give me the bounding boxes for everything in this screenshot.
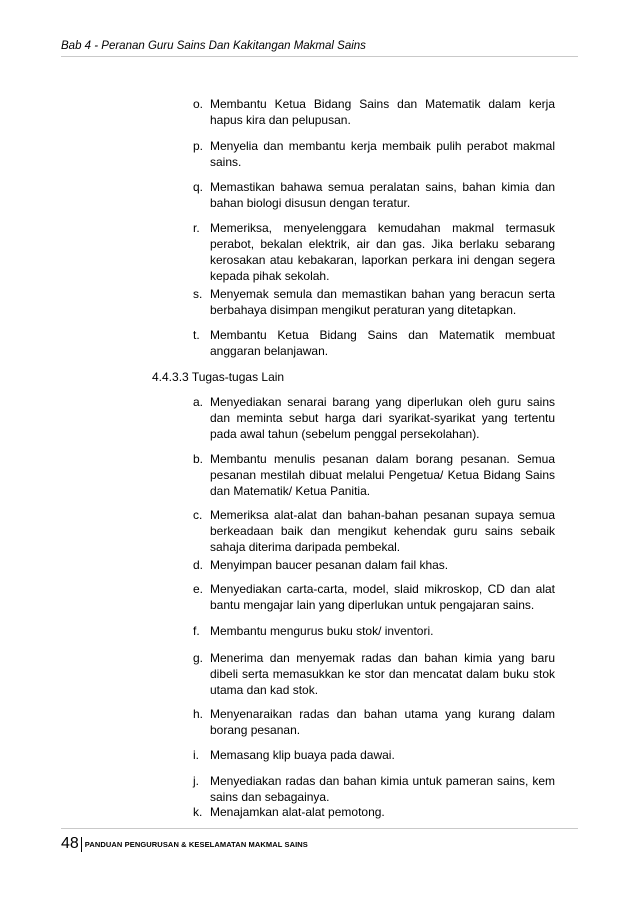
list-item-label: i. — [193, 748, 199, 762]
list-item — [193, 451, 555, 499]
list-item-label: h. — [193, 707, 204, 721]
list-item-label: r. — [193, 221, 200, 235]
list-item-label: b. — [193, 452, 204, 466]
list-item-label: p. — [193, 139, 204, 153]
list-item — [193, 220, 555, 284]
list-item-text: Menyimpan baucer pesanan dalam fail khas. — [210, 558, 449, 572]
list-item — [193, 706, 555, 738]
list-item-label: o. — [193, 97, 204, 111]
list-item — [193, 96, 555, 128]
list-item-label: q. — [193, 180, 204, 194]
list-item-text: Membantu menulis pesanan dalam borang pesanan. Semua pesanan mestilah dibuat melalui Pengetua/ Ketua Bidang Sains dan Matematik/ Ketua Panitia. — [210, 452, 555, 498]
list-item-label: k. — [193, 805, 203, 819]
page-footer — [61, 833, 308, 855]
list-item-label: s. — [193, 287, 203, 301]
list-item — [193, 507, 555, 555]
list-item-text: Membantu Ketua Bidang Sains dan Matematik membuat anggaran belanjawan. — [210, 328, 555, 358]
list-item-label: f. — [193, 624, 200, 638]
list-item — [193, 179, 555, 211]
list-item-text: Membantu Ketua Bidang Sains dan Matematik dalam kerja hapus kira dan pelupusan. — [210, 97, 555, 127]
list-item-text: Menerima dan menyemak radas dan bahan kimia yang baru dibeli serta memasukkan ke stor dan mencatat dalam buku stok utama dan kad stok. — [210, 651, 555, 697]
list-item-text: Memeriksa alat-alat dan bahan-bahan pesanan supaya semua berkeadaan baik dan mengikut kehendak guru sains sebaik sahaja diterima daripada pembekal. — [210, 508, 555, 554]
list-item-text: Menyediakan carta-carta, model, slaid mikroskop, CD dan alat bantu mengajar lain yang diperlukan untuk pengajaran sains. — [210, 582, 555, 612]
list-item-text: Memastikan bahawa semua peralatan sains, bahan kimia dan bahan biologi disusun dengan teratur. — [210, 180, 555, 210]
list-item-text: Menajamkan alat-alat pemotong. — [210, 805, 385, 819]
list-item-label: a. — [193, 395, 204, 409]
list-item-text: Memeriksa, menyelenggara kemudahan makmal termasuk perabot, bekalan elektrik, air dan gas. Jika berlaku sebarang kerosakan atau kebakaran, laporkan perkara ini dengan segera kepada pihak sekolah. — [210, 221, 555, 283]
list-item-label: e. — [193, 582, 204, 596]
section-heading: 4.4.3.3 Tugas-tugas Lain — [152, 370, 285, 384]
list-item-text: Menyediakan radas dan bahan kimia untuk pameran sains, kem sains dan sebagainya. — [210, 774, 555, 804]
list-item-label: j. — [193, 774, 199, 788]
footer-divider — [81, 837, 82, 852]
list-item — [193, 804, 555, 820]
list-item — [193, 581, 555, 613]
list-item — [193, 138, 555, 170]
list-item-label: c. — [193, 508, 203, 522]
header-rule — [61, 56, 578, 57]
list-item-text: Memasang klip buaya pada dawai. — [210, 748, 395, 762]
list-item-text: Menyenaraikan radas dan bahan utama yang kurang dalam borang pesanan. — [210, 707, 555, 737]
footer-rule — [61, 828, 578, 829]
list-item-text: Membantu mengurus buku stok/ inventori. — [210, 624, 434, 638]
list-item-label: g. — [193, 651, 204, 665]
list-item-text: Menyemak semula dan memastikan bahan yang beracun serta berbahaya disimpan mengikut peraturan yang ditetapkan. — [210, 287, 555, 317]
list-item — [193, 623, 555, 639]
list-item-label: d. — [193, 558, 204, 572]
list-item — [193, 557, 555, 573]
list-item — [193, 327, 555, 359]
footer-title: PANDUAN PENGURUSAN & KESELAMATAN MAKMAL SAINS — [84, 839, 308, 849]
page-number: 48 — [61, 835, 79, 852]
list-item — [193, 394, 555, 442]
running-head: Bab 4 - Peranan Guru Sains Dan Kakitangan Makmal Sains — [61, 40, 366, 52]
list-item-text: Menyediakan senarai barang yang diperlukan oleh guru sains dan meminta sebut harga dari syarikat-syarikat yang tertentu pada awal tahun (sebelum penggal persekolahan). — [210, 395, 555, 441]
list-item-label: t. — [193, 328, 200, 342]
list-item-text: Menyelia dan membantu kerja membaik pulih perabot makmal sains. — [210, 139, 555, 169]
list-item — [193, 286, 555, 318]
list-item — [193, 650, 555, 698]
list-item — [193, 773, 555, 805]
list-item — [193, 747, 555, 763]
